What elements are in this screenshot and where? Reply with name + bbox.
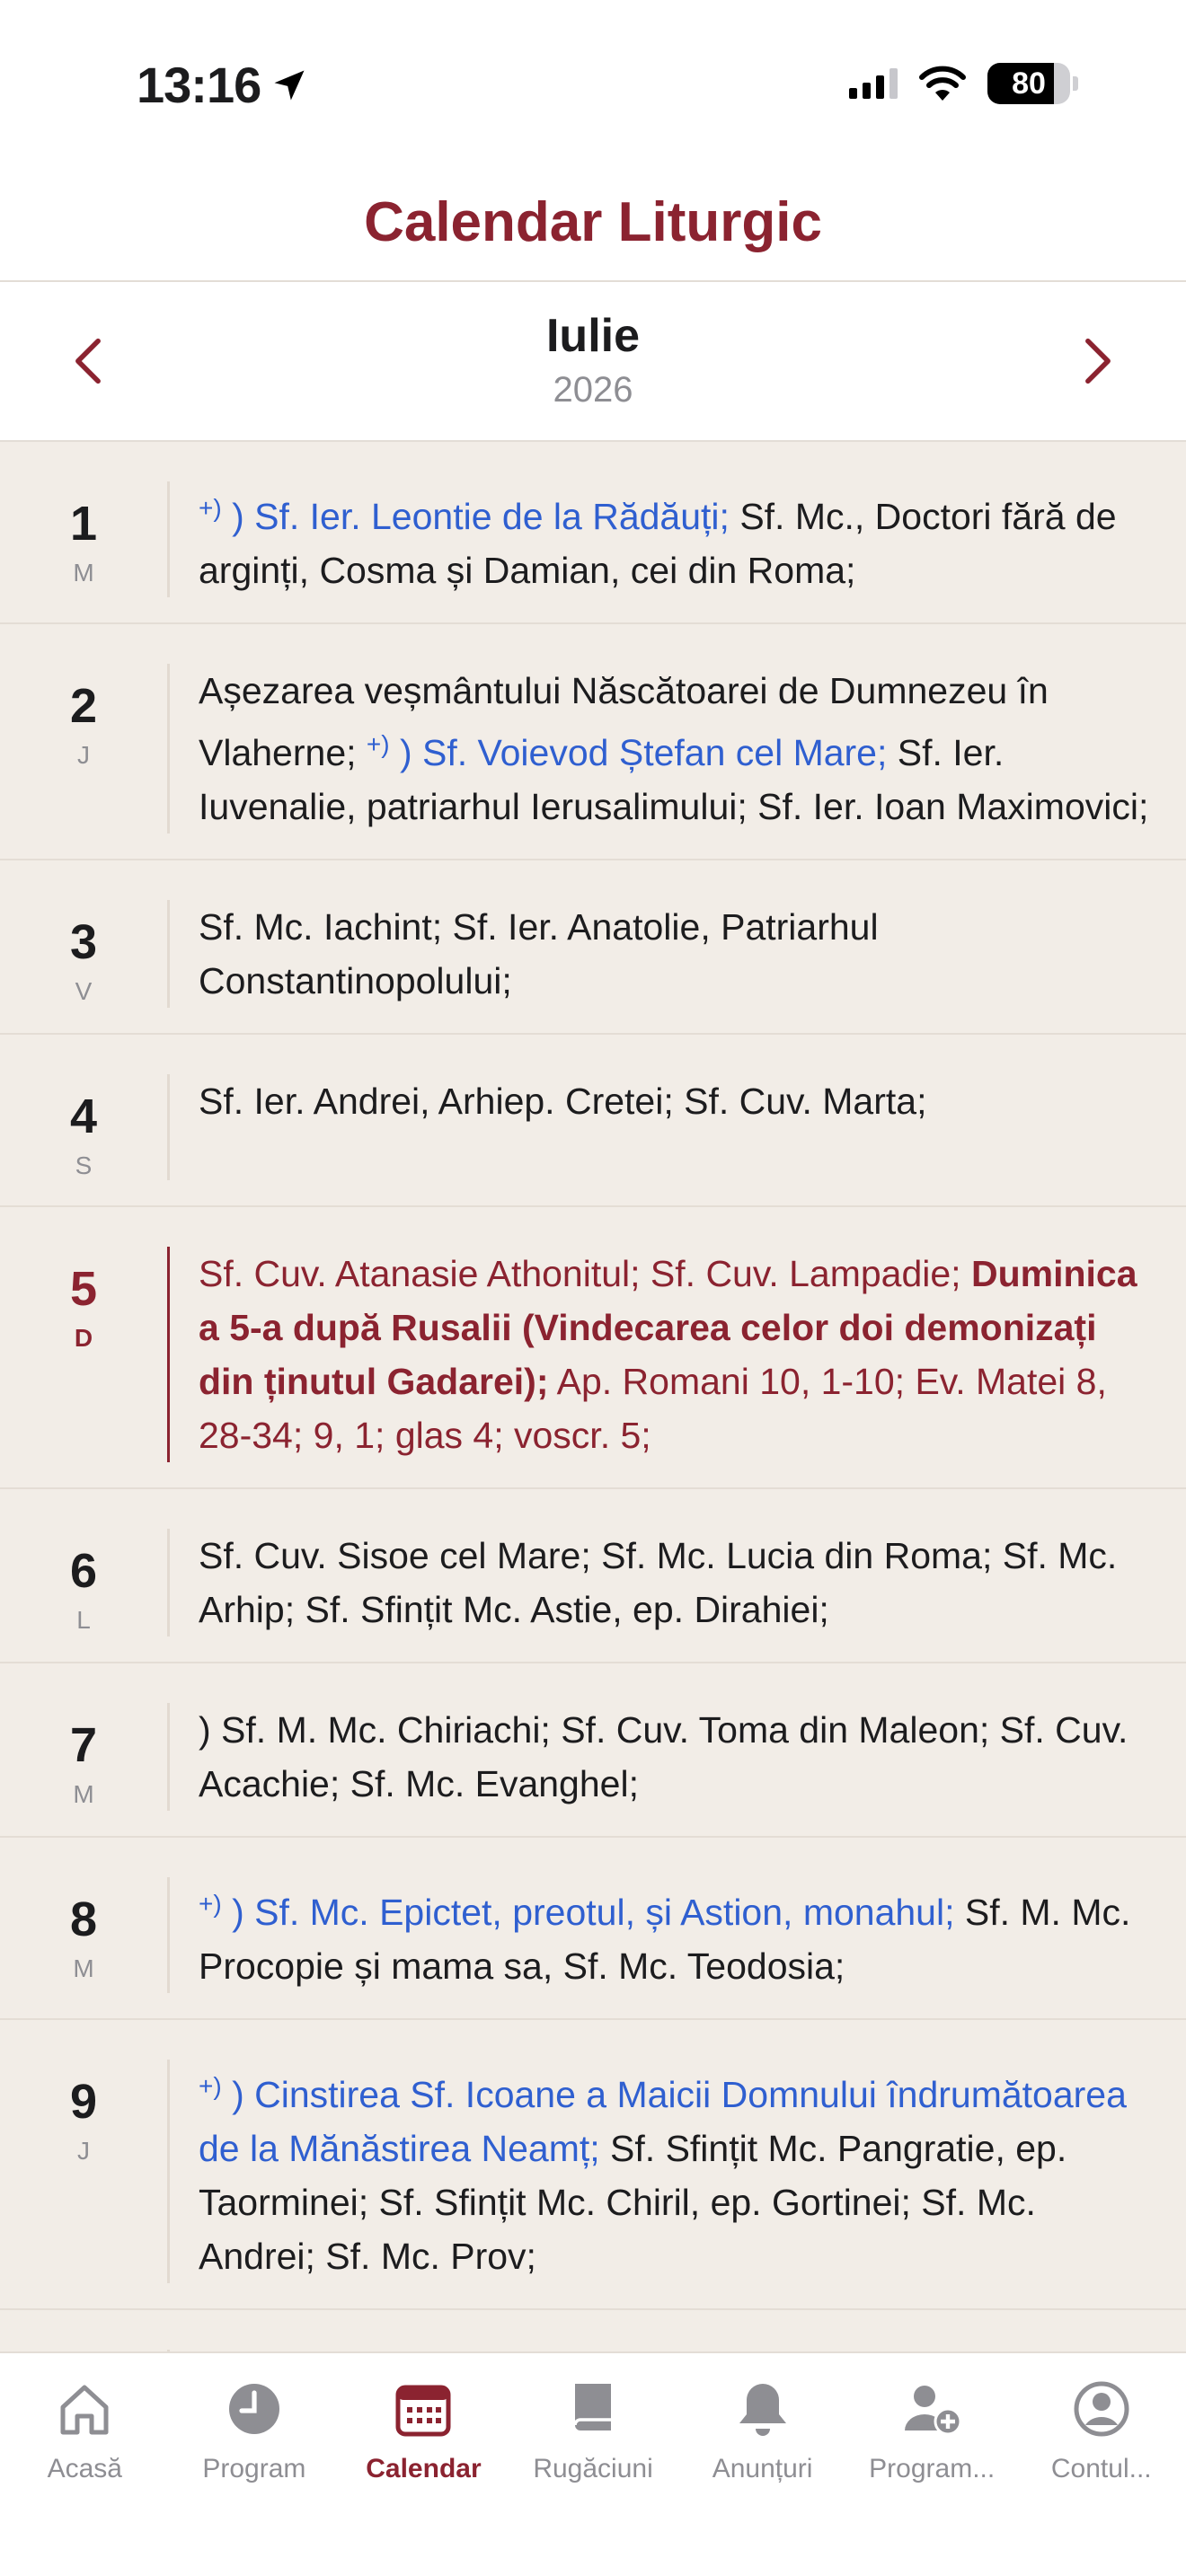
feast-highlight-text: ) Cinstirea Sf. Icoane a Maicii Domnului îndrumătoarea de la Mănăstirea Neamț;: [199, 2074, 1127, 2169]
calendar-day-row[interactable]: [0, 1838, 1186, 2020]
calendar-icon: [391, 2377, 456, 2441]
entry-text: ) Sf. M. Mc. Chiriachi; Sf. Cuv. Toma din Maleon; Sf. Cuv. Acachie; Sf. Mc. Evanghel;: [199, 1709, 1128, 1804]
day-column: [0, 1261, 167, 1462]
tab-label: Program...: [869, 2454, 996, 2483]
day-column: [0, 1717, 167, 1811]
day-number: 7: [69, 1718, 98, 1772]
tab-label: Contul...: [1050, 2454, 1152, 2483]
tab-bar: [0, 2351, 1186, 2576]
weekday-letter: J: [77, 741, 90, 769]
calendar-day-row[interactable]: [0, 1663, 1186, 1838]
day-number: 9: [69, 2075, 98, 2129]
saints-entry: [167, 1074, 1186, 1180]
wifi-icon: [917, 65, 968, 102]
saints-entry: [167, 1247, 1186, 1462]
bell-icon: [730, 2377, 795, 2441]
weekday-letter: L: [76, 1606, 91, 1634]
day-number: 3: [69, 915, 98, 969]
tab-home[interactable]: [0, 2353, 170, 2576]
entry-text: Sf. Mc., Doctori fără de arginți, Cosma și Damian, cei din Roma;: [199, 496, 1117, 591]
entry-text: Sf. Ier. Andrei, Arhiep. Cretei; Sf. Cuv. Marta;: [199, 1081, 927, 1122]
entry-text: Sf. Mc. Iachint; Sf. Ier. Anatolie, Patriarhul Constantinopolului;: [199, 906, 879, 1001]
calendar-day-row[interactable]: [0, 2020, 1186, 2310]
clock-icon: [222, 2377, 287, 2441]
calendar-day-row[interactable]: [0, 860, 1186, 1035]
saints-entry: [167, 1703, 1186, 1811]
status-time: [137, 56, 309, 114]
feast-cross-marker: +): [199, 1890, 222, 1918]
saints-entry: [167, 481, 1186, 597]
day-column: [0, 1089, 167, 1180]
feast-highlight-text: ) Sf. Voievod Ștefan cel Mare;: [389, 732, 888, 773]
day-column: [0, 678, 167, 834]
tab-clock[interactable]: [170, 2353, 340, 2576]
weekday-letter: D: [74, 1324, 93, 1352]
day-column: [0, 1543, 167, 1636]
day-number: 2: [69, 679, 98, 733]
day-number: 6: [69, 1544, 98, 1598]
book-icon: [561, 2377, 625, 2441]
tab-person-add[interactable]: [847, 2353, 1017, 2576]
feast-cross-marker: +): [199, 2072, 222, 2100]
entry-text: Sf. Cuv. Sisoe cel Mare; Sf. Mc. Lucia din Roma; Sf. Mc. Arhip; Sf. Sfințit Mc. Astie, ep. Dirahiei;: [199, 1535, 1118, 1630]
entry-prefix-text: Așezarea veșmântului Născătoarei de Dumnezeu în Vlaherne;: [199, 670, 1049, 773]
feast-highlight-text: ) Sf. Ier. Leontie de la Rădăuți;: [221, 496, 730, 537]
battery-icon: [987, 63, 1078, 104]
month-name: Iulie: [545, 310, 641, 362]
battery-percent: 80: [1012, 66, 1046, 101]
saints-entry: [167, 1877, 1186, 1993]
day-column: [0, 1892, 167, 1993]
weekday-letter: V: [75, 977, 93, 1005]
tab-label: Anunțuri: [712, 2454, 813, 2483]
tab-label: Rugăciuni: [533, 2454, 653, 2483]
calendar-day-row[interactable]: [0, 624, 1186, 860]
tab-label: Calendar: [366, 2454, 482, 2483]
status-bar: [0, 0, 1186, 171]
page-title: Calendar Liturgic: [364, 191, 822, 253]
location-arrow-icon: [270, 66, 309, 105]
calendar-day-row[interactable]: [0, 442, 1186, 624]
day-number: 1: [69, 497, 98, 551]
day-column: [0, 914, 167, 1008]
cellular-signal-icon: [849, 68, 898, 99]
saints-entry: [167, 1529, 1186, 1636]
month-navigator: [0, 282, 1186, 442]
entry-prefix-text: Sf. Cuv. Atanasie Athonitul; Sf. Cuv. Lampadie;: [199, 1253, 971, 1294]
saints-entry: [167, 664, 1186, 834]
tab-calendar[interactable]: [339, 2353, 509, 2576]
entry-text: Sf. M. Mc. Procopie și mama sa, Sf. Mc. Teodosia;: [199, 1892, 1131, 1987]
weekday-letter: J: [77, 2137, 90, 2165]
weekday-letter: S: [75, 1151, 93, 1179]
next-month-button[interactable]: [1071, 334, 1125, 388]
day-column: [0, 2074, 167, 2283]
calendar-day-list[interactable]: [0, 442, 1186, 2351]
day-number: 8: [69, 1892, 98, 1946]
saints-entry: [167, 2060, 1186, 2283]
time-text: 13:16: [137, 57, 261, 113]
day-column: [0, 496, 167, 597]
tab-book[interactable]: [509, 2353, 678, 2576]
weekday-letter: M: [73, 1954, 94, 1982]
calendar-day-row[interactable]: [0, 1035, 1186, 1207]
status-icons: [849, 63, 1078, 104]
month-year: 2026: [553, 370, 633, 410]
feast-highlight-text: ) Sf. Mc. Epictet, preotul, și Astion, monahul;: [221, 1892, 955, 1933]
day-number: 5: [69, 1262, 98, 1316]
sunday-title-text: Duminica a 5-a după Rusalii (Vindecarea celor doi demonizați din ținutul Gadarei);: [199, 1253, 1137, 1402]
entry-text: Sf. Ier. Iuvenalie, patriarhul Ierusalimului; Sf. Ier. Ioan Maximovici;: [199, 732, 1149, 827]
account-icon: [1069, 2377, 1134, 2441]
home-icon: [52, 2377, 117, 2441]
saints-entry: [167, 900, 1186, 1008]
weekday-letter: M: [73, 559, 94, 587]
tab-account[interactable]: [1016, 2353, 1186, 2576]
weekday-letter: M: [73, 1780, 94, 1808]
tab-label: Program: [202, 2454, 306, 2483]
day-number: 4: [69, 1090, 98, 1143]
feast-cross-marker: +): [199, 494, 222, 522]
calendar-day-row[interactable]: [0, 1207, 1186, 1489]
tab-label: Acasă: [47, 2454, 122, 2483]
entry-text: Sf. Sfințit Mc. Pangratie, ep. Taorminei; Sf. Sfințit Mc. Chiril, ep. Gortinei; Sf. Mc. Andrei; Sf. Mc. Prov;: [199, 2128, 1067, 2277]
chevron-right-icon: [1081, 338, 1115, 384]
entry-text: Ap. Romani 10, 1-10; Ev. Matei 8, 28-34; 9, 1; glas 4; voscr. 5;: [199, 1361, 1107, 1456]
calendar-day-row[interactable]: [0, 1489, 1186, 1663]
tab-bell[interactable]: [677, 2353, 847, 2576]
person-add-icon: [899, 2377, 964, 2441]
feast-cross-marker: +): [366, 730, 390, 758]
